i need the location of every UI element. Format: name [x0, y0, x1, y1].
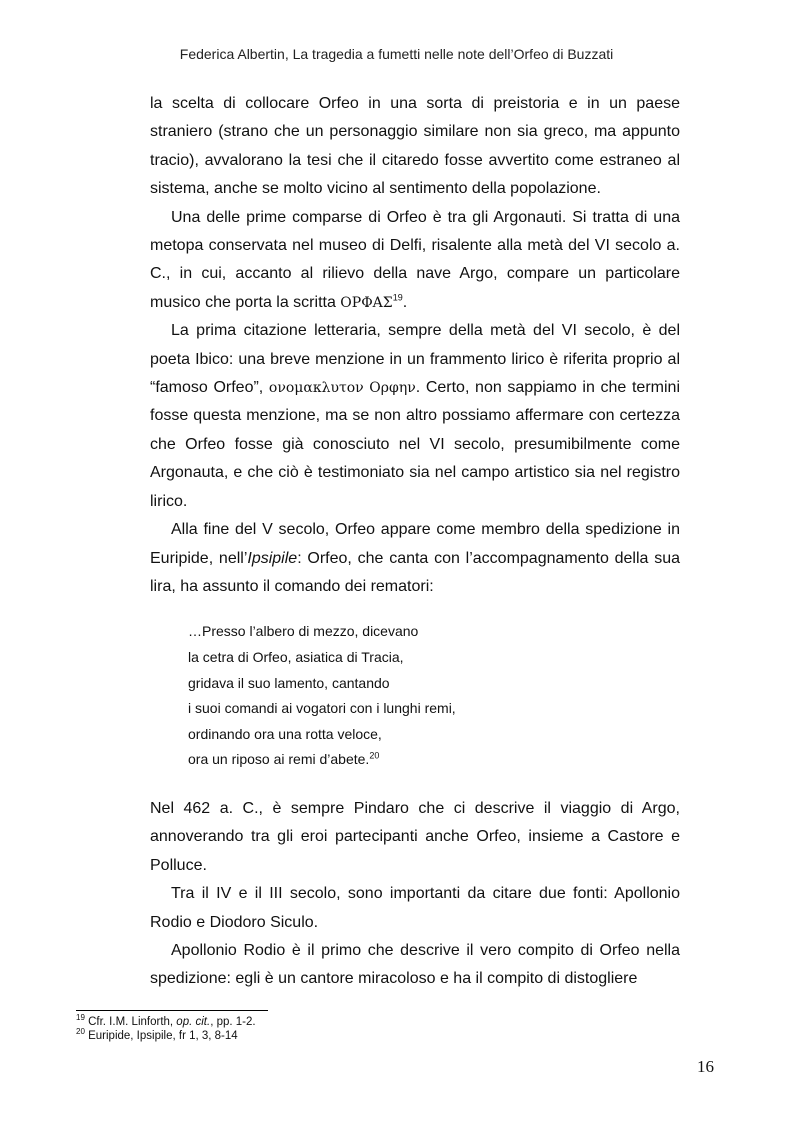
- paragraph-1: la scelta di collocare Orfeo in una sorta di preistoria e in un paese straniero (strano che un personaggio similare non sia greco, ma appunto tracio), avvalorano la tesi che il citaredo fosse avvertito come estraneo al sistema, anche se molto vicino al sentimento della popolazione.: [150, 95, 680, 198]
- running-header: Federica Albertin, La tragedia a fumetti nelle note dell’Orfeo di Buzzati: [179, 46, 614, 62]
- quote-line: gridava il suo lamento, cantando: [188, 674, 390, 691]
- footnote-number: 19: [76, 1013, 85, 1023]
- paragraph-3-end: . Certo, non sappiamo in che termini fosse questa menzione, ma se non altro possiamo affermare con certezza che Orfeo fosse già conosciuto nel VI secolo, presumibilmente come Argonauta, e che ciò è testimoniato sia nel campo artistico sia nel registro lirico.: [150, 379, 680, 510]
- quote-line: i suoi comandi ai vogatori con i lunghi remi,: [188, 700, 456, 717]
- footnote-20: [76, 1029, 256, 1043]
- footnote-ref-20[interactable]: 20: [369, 750, 380, 761]
- paragraph-6: Tra il IV e il III secolo, sono importanti da citare due fonti: Apollonio Rodio e Diodoro Siculo.: [150, 885, 680, 931]
- paragraph-4: [150, 516, 680, 601]
- footnote-separator: [76, 1010, 268, 1011]
- footnote-text: Euripide, Ipsipile, fr 1, 3, 8-14: [84, 1030, 238, 1042]
- paragraph-4-end: : Orfeo, che canta con l’accompagnamento della sua lira, ha assunto il comando dei rematori:: [150, 549, 680, 595]
- paragraph-2-end: .: [402, 293, 408, 311]
- quote-line-text: ora un riposo ai remi d’abete.: [188, 751, 370, 768]
- paragraph-5: Nel 462 a. C., è sempre Pindaro che ci descrive il viaggio di Argo, annoverando tra gli eroi partecipanti anche Orfeo, insieme a Castore e Polluce.: [150, 799, 680, 874]
- footnote-text: Cfr. I.M. Linforth,: [84, 1016, 177, 1028]
- main-text: [150, 90, 680, 994]
- footnote-number: 20: [76, 1027, 85, 1037]
- footnote-19: [76, 1015, 256, 1029]
- paragraph-3: [150, 317, 680, 516]
- footnote-italic: op. cit.: [176, 1016, 211, 1028]
- footnote-text: , pp. 1-2.: [210, 1016, 256, 1028]
- paragraph-7: Apollonio Rodio è il primo che descrive il vero compito di Orfeo nella spedizione: egli è un cantore miracoloso e ha il compito di distogliere: [150, 941, 680, 988]
- footnotes: [76, 1015, 256, 1043]
- footnote-ref-19[interactable]: 19: [392, 292, 403, 303]
- greek-quote: ονομακλυτον Ορφην: [268, 380, 416, 397]
- work-title: Ipsipile: [247, 549, 298, 567]
- paragraph-2-text: Una delle prime comparse di Orfeo è tra gli Argonauti. Si tratta di una metopa conservata nel museo di Delfi, risalente alla metà del VI secolo a. C., in cui, accanto al rilievo della nave Argo, compare un particolare musico che porta la scritta: [150, 208, 680, 311]
- quote-line: la cetra di Orfeo, asiatica di Tracia,: [188, 648, 404, 665]
- quote-line: [188, 747, 680, 773]
- paragraph-3-text: La prima citazione letteraria, sempre della metà del VI secolo, è del poeta Ibico: una breve menzione in un frammento lirico è riferita proprio al “famoso Orfeo”,: [150, 322, 680, 397]
- block-quote: [188, 619, 680, 773]
- paragraph-4-text: Alla fine del V secolo, Orfeo appare come membro della spedizione in Euripide, nell’: [150, 521, 680, 567]
- quote-line: ordinando ora una rotta veloce,: [188, 725, 382, 742]
- paragraph-2: [150, 204, 680, 318]
- greek-inscription: ΟΡΦΑΣ: [340, 294, 393, 311]
- quote-line: …Presso l’albero di mezzo, dicevano: [188, 623, 419, 640]
- page-number: 16: [697, 1057, 714, 1076]
